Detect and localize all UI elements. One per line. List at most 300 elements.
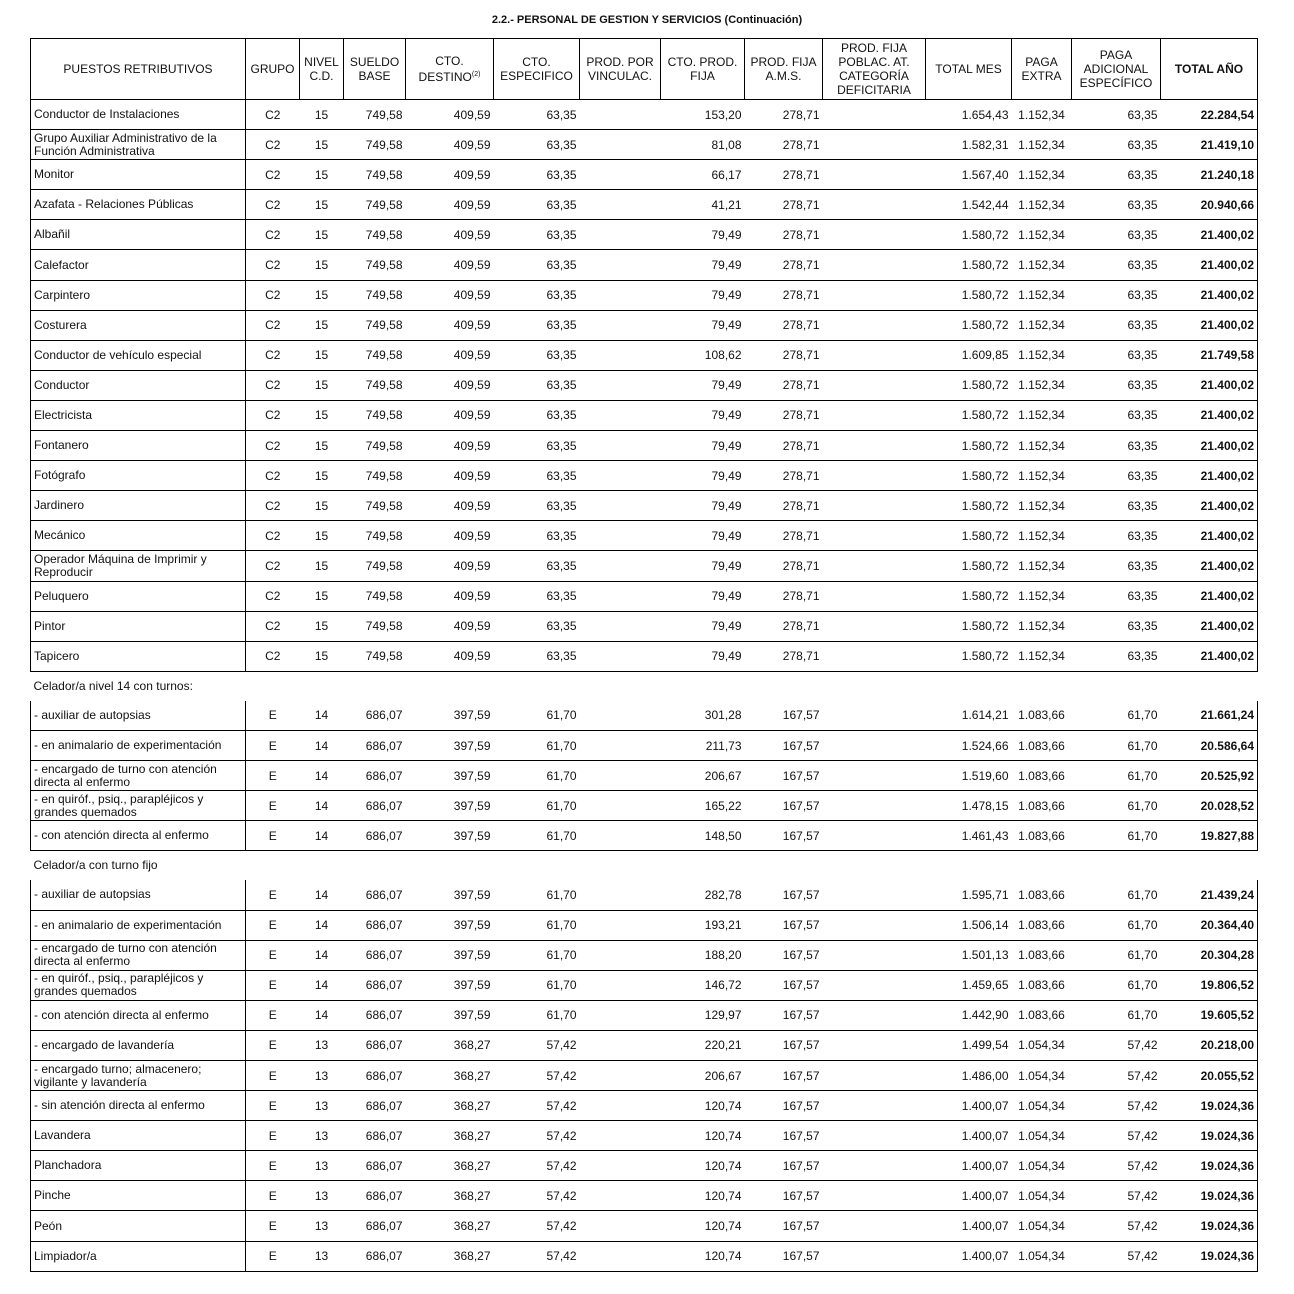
cell-extra: 1.083,66 [1012,970,1072,1000]
salary-table [30,38,1258,1272]
table-row [31,641,1258,671]
cell-vinculac [580,551,661,581]
header-prod-fija-ams: PROD. FIJA A.M.S. [745,39,823,100]
cell-puesto: - con atención directa al enfermo [31,821,246,851]
cell-sueldo: 749,58 [344,160,406,190]
cell-total-ano: 19.024,36 [1161,1091,1258,1121]
cell-adicional [1072,851,1161,881]
cell-extra: 1.083,66 [1012,701,1072,731]
cell-ams: 278,71 [745,641,823,671]
cell-prod-fija: 79,49 [661,310,745,340]
cell-nivel: 14 [300,791,344,821]
cell-sueldo: 749,58 [344,340,406,370]
cell-destino: 368,27 [406,1151,494,1181]
cell-grupo: E [246,940,300,970]
cell-adicional: 61,70 [1072,940,1161,970]
cell-total-mes: 1.486,00 [926,1061,1012,1091]
cell-vinculac [580,1121,661,1151]
cell-puesto: Electricista [31,400,246,430]
cell-total-ano: 19.827,88 [1161,821,1258,851]
cell-destino: 409,59 [406,370,494,400]
cell-extra: 1.152,34 [1012,220,1072,250]
cell-vinculac [580,1000,661,1030]
cell-grupo: E [246,1000,300,1030]
cell-nivel: 14 [300,970,344,1000]
cell-adicional: 63,35 [1072,220,1161,250]
cell-nivel: 13 [300,1241,344,1271]
cell-ams: 167,57 [745,1061,823,1091]
cell-total-mes: 1.580,72 [926,280,1012,310]
table-row [31,611,1258,641]
cell-ams: 167,57 [745,761,823,791]
cell-prod-fija: 193,21 [661,910,745,940]
cell-total-mes: 1.461,43 [926,821,1012,851]
cell-total-ano: 20.586,64 [1161,730,1258,760]
table-row [31,1030,1258,1060]
table-row [31,190,1258,220]
cell-total-mes: 1.400,07 [926,1151,1012,1181]
cell-ams: 278,71 [745,431,823,461]
cell-vinculac [580,340,661,370]
cell-extra: 1.054,34 [1012,1241,1072,1271]
cell-poblac [823,400,926,430]
cell-prod-fija: 108,62 [661,340,745,370]
cell-extra [1012,851,1072,881]
cell-destino [406,671,494,701]
cell-poblac [823,791,926,821]
cell-destino: 409,59 [406,310,494,340]
cell-destino: 409,59 [406,641,494,671]
cell-especifico: 61,70 [494,791,580,821]
cell-puesto: Monitor [31,160,246,190]
cell-destino: 409,59 [406,611,494,641]
cell-especifico: 63,35 [494,130,580,160]
table-row [31,461,1258,491]
cell-grupo: E [246,910,300,940]
cell-sueldo: 686,07 [344,1181,406,1211]
cell-grupo: E [246,701,300,731]
cell-especifico: 63,35 [494,280,580,310]
cell-sueldo: 686,07 [344,940,406,970]
cell-especifico: 63,35 [494,521,580,551]
cell-total-ano: 19.024,36 [1161,1181,1258,1211]
cell-ams: 167,57 [745,730,823,760]
cell-grupo: C2 [246,220,300,250]
cell-nivel: 13 [300,1121,344,1151]
cell-especifico: 57,42 [494,1091,580,1121]
cell-poblac [823,701,926,731]
cell-puesto: Azafata - Relaciones Públicas [31,190,246,220]
cell-vinculac [580,910,661,940]
cell-puesto: Fotógrafo [31,461,246,491]
header-cto-prod-fija: CTO. PROD. FIJA [661,39,745,100]
cell-vinculac [580,1211,661,1241]
cell-prod-fija: 148,50 [661,821,745,851]
cell-nivel: 13 [300,1091,344,1121]
cell-prod-fija: 79,49 [661,400,745,430]
cell-extra: 1.054,34 [1012,1091,1072,1121]
cell-poblac [823,310,926,340]
table-row [31,220,1258,250]
cell-puesto: Peón [31,1211,246,1241]
cell-nivel: 15 [300,641,344,671]
cell-nivel: 14 [300,940,344,970]
cell-puesto: Jardinero [31,491,246,521]
cell-total-ano: 21.400,02 [1161,521,1258,551]
cell-puesto: Conductor [31,370,246,400]
cell-prod-fija: 79,49 [661,461,745,491]
cell-especifico: 63,35 [494,551,580,581]
cell-especifico: 63,35 [494,461,580,491]
cell-nivel: 13 [300,1211,344,1241]
cell-adicional: 61,70 [1072,730,1161,760]
cell-prod-fija: 79,49 [661,220,745,250]
cell-grupo: C2 [246,491,300,521]
cell-destino: 397,59 [406,970,494,1000]
cell-vinculac [580,851,661,881]
cell-especifico: 61,70 [494,970,580,1000]
cell-ams: 278,71 [745,160,823,190]
cell-destino: 368,27 [406,1030,494,1060]
header-sueldo-base: SUELDO BASE [344,39,406,100]
cell-poblac [823,220,926,250]
cell-nivel: 13 [300,1151,344,1181]
cell-poblac [823,130,926,160]
cell-destino: 368,27 [406,1241,494,1271]
cell-destino: 409,59 [406,461,494,491]
cell-nivel: 15 [300,581,344,611]
cell-total-ano: 21.400,02 [1161,250,1258,280]
cell-prod-fija: 120,74 [661,1091,745,1121]
cell-sueldo: 749,58 [344,400,406,430]
cell-puesto: - auxiliar de autopsias [31,701,246,731]
cell-sueldo: 749,58 [344,220,406,250]
table-row [31,160,1258,190]
cell-vinculac [580,130,661,160]
table-row [31,400,1258,430]
cell-total-mes: 1.501,13 [926,940,1012,970]
cell-especifico: 63,35 [494,641,580,671]
cell-puesto: Operador Máquina de Imprimir y Reproducir [31,551,246,581]
cell-ams: 278,71 [745,370,823,400]
cell-total-mes: 1.595,71 [926,880,1012,910]
cell-sueldo: 749,58 [344,431,406,461]
cell-extra: 1.152,34 [1012,310,1072,340]
cell-ams: 278,71 [745,130,823,160]
cell-ams: 278,71 [745,551,823,581]
table-row [31,940,1258,970]
cell-poblac [823,1181,926,1211]
cell-especifico: 61,70 [494,821,580,851]
cell-ams: 167,57 [745,1030,823,1060]
cell-sueldo: 749,58 [344,130,406,160]
cell-prod-fija: 206,67 [661,761,745,791]
cell-nivel: 13 [300,1061,344,1091]
cell-adicional [1072,671,1161,701]
cell-total-mes: 1.400,07 [926,1241,1012,1271]
cell-ams: 278,71 [745,310,823,340]
cell-poblac [823,910,926,940]
cell-total-ano: 20.028,52 [1161,791,1258,821]
cell-grupo: E [246,1030,300,1060]
cell-total-ano [1161,671,1258,701]
cell-prod-fija [661,851,745,881]
cell-vinculac [580,280,661,310]
cell-nivel: 14 [300,880,344,910]
cell-total-mes: 1.542,44 [926,190,1012,220]
cell-ams: 167,57 [745,1091,823,1121]
cell-poblac [823,370,926,400]
cell-destino: 397,59 [406,880,494,910]
cell-especifico: 63,35 [494,340,580,370]
cell-especifico: 63,35 [494,491,580,521]
cell-nivel: 14 [300,1000,344,1030]
cell-total-mes: 1.400,07 [926,1211,1012,1241]
cell-total-ano: 20.055,52 [1161,1061,1258,1091]
cell-puesto: Peluquero [31,581,246,611]
cell-grupo: C2 [246,280,300,310]
cell-total-mes: 1.459,65 [926,970,1012,1000]
cell-puesto: Celador/a nivel 14 con turnos: [33,678,193,693]
cell-nivel [300,671,344,701]
cell-puesto: - en quiróf., psiq., parapléjicos y grandes quemados [31,791,246,821]
cell-total-mes: 1.400,07 [926,1181,1012,1211]
table-row [31,1121,1258,1151]
cell-poblac [823,880,926,910]
cell-total-mes: 1.654,43 [926,100,1012,130]
cell-grupo: C2 [246,431,300,461]
cell-especifico: 57,42 [494,1030,580,1060]
cell-poblac [823,340,926,370]
cell-adicional: 57,42 [1072,1181,1161,1211]
cell-adicional: 61,70 [1072,761,1161,791]
cell-grupo: C2 [246,130,300,160]
cell-grupo: E [246,1241,300,1271]
cell-nivel: 15 [300,431,344,461]
cell-sueldo: 686,07 [344,1030,406,1060]
cell-extra: 1.152,34 [1012,491,1072,521]
cell-especifico: 57,42 [494,1121,580,1151]
cell-total-mes: 1.580,72 [926,581,1012,611]
header-paga-extra: PAGA EXTRA [1012,39,1072,100]
table-row [31,370,1258,400]
table-row [31,1061,1258,1091]
cell-adicional: 57,42 [1072,1151,1161,1181]
cell-ams: 167,57 [745,1181,823,1211]
cell-ams: 167,57 [745,940,823,970]
cell-poblac [823,940,926,970]
footnote-marker: (2) [471,71,481,78]
cell-prod-fija: 120,74 [661,1241,745,1271]
cell-nivel: 14 [300,910,344,940]
cell-grupo: E [246,761,300,791]
cell-destino: 409,59 [406,431,494,461]
table-row [31,431,1258,461]
cell-ams: 167,57 [745,1151,823,1181]
cell-puesto: Celador/a con turno fijo [33,858,158,873]
cell-grupo [246,851,300,881]
cell-prod-fija: 120,74 [661,1211,745,1241]
cell-puesto: Pintor [31,611,246,641]
cell-destino: 409,59 [406,100,494,130]
cell-extra: 1.152,34 [1012,551,1072,581]
cell-ams: 167,57 [745,1211,823,1241]
cell-prod-fija: 81,08 [661,130,745,160]
cell-extra: 1.054,34 [1012,1030,1072,1060]
cell-total-ano: 19.024,36 [1161,1211,1258,1241]
cell-sueldo: 686,07 [344,1121,406,1151]
cell-destino: 368,27 [406,1091,494,1121]
table-row [31,880,1258,910]
cell-puesto: - en animalario de experimentación [31,910,246,940]
cell-especifico: 63,35 [494,100,580,130]
cell-extra [1012,671,1072,701]
cell-total-ano: 21.400,02 [1161,551,1258,581]
cell-extra: 1.152,34 [1012,611,1072,641]
cell-destino: 397,59 [406,701,494,731]
cell-prod-fija: 66,17 [661,160,745,190]
cell-poblac [823,461,926,491]
cell-total-mes: 1.580,72 [926,370,1012,400]
cell-puesto: Conductor de Instalaciones [31,100,246,130]
cell-extra: 1.152,34 [1012,431,1072,461]
cell-sueldo: 686,07 [344,701,406,731]
cell-puesto: Albañil [31,220,246,250]
table-row [31,1000,1258,1030]
cell-extra: 1.152,34 [1012,280,1072,310]
cell-vinculac [580,1151,661,1181]
cell-puesto: - auxiliar de autopsias [31,880,246,910]
cell-extra: 1.054,34 [1012,1181,1072,1211]
cell-vinculac [580,431,661,461]
cell-puesto: - encargado turno; almacenero; vigilante y lavandería [31,1061,246,1091]
cell-ams [745,851,823,881]
cell-total-mes: 1.580,72 [926,641,1012,671]
cell-especifico [494,851,580,881]
table-row [31,701,1258,731]
cell-total-ano: 20.304,28 [1161,940,1258,970]
cell-total-ano: 21.400,02 [1161,491,1258,521]
cell-adicional: 57,42 [1072,1121,1161,1151]
cell-total-mes: 1.400,07 [926,1091,1012,1121]
cell-destino: 409,59 [406,521,494,551]
cell-vinculac [580,880,661,910]
cell-ams: 278,71 [745,461,823,491]
cell-puesto: Fontanero [31,431,246,461]
cell-extra: 1.152,34 [1012,340,1072,370]
cell-nivel: 15 [300,491,344,521]
cell-sueldo: 749,58 [344,190,406,220]
cell-total-ano: 21.400,02 [1161,581,1258,611]
cell-prod-fija: 146,72 [661,970,745,1000]
cell-sueldo: 749,58 [344,250,406,280]
cell-sueldo: 749,58 [344,611,406,641]
table-row [31,581,1258,611]
cell-especifico: 61,70 [494,701,580,731]
cell-especifico: 61,70 [494,910,580,940]
cell-destino: 409,59 [406,280,494,310]
cell-nivel: 13 [300,1181,344,1211]
cell-especifico: 61,70 [494,730,580,760]
cell-especifico: 63,35 [494,400,580,430]
cell-extra: 1.152,34 [1012,641,1072,671]
cell-extra: 1.152,34 [1012,160,1072,190]
cell-ams: 278,71 [745,190,823,220]
cell-vinculac [580,310,661,340]
cell-nivel: 15 [300,400,344,430]
cell-especifico: 63,35 [494,370,580,400]
cell-total-mes: 1.580,72 [926,310,1012,340]
cell-nivel: 15 [300,190,344,220]
cell-adicional: 63,35 [1072,491,1161,521]
cell-vinculac [580,1241,661,1271]
cell-nivel: 15 [300,551,344,581]
cell-vinculac [580,100,661,130]
cell-ams: 278,71 [745,220,823,250]
cell-poblac [823,671,926,701]
cell-sueldo: 686,07 [344,1000,406,1030]
cell-grupo: C2 [246,190,300,220]
cell-ams: 167,57 [745,880,823,910]
cell-especifico: 57,42 [494,1181,580,1211]
header-total-ano: TOTAL AÑO [1161,39,1258,100]
cell-sueldo: 686,07 [344,821,406,851]
cell-especifico: 57,42 [494,1061,580,1091]
cell-sueldo: 749,58 [344,491,406,521]
cell-ams: 278,71 [745,100,823,130]
cell-grupo: C2 [246,400,300,430]
cell-especifico: 61,70 [494,940,580,970]
cell-total-mes: 1.580,72 [926,611,1012,641]
cell-vinculac [580,190,661,220]
table-row [31,100,1258,130]
cell-prod-fija: 188,20 [661,940,745,970]
cell-total-mes [926,671,1012,701]
cell-extra: 1.083,66 [1012,821,1072,851]
cell-total-ano: 21.400,02 [1161,310,1258,340]
cell-adicional: 61,70 [1072,880,1161,910]
cell-extra: 1.083,66 [1012,880,1072,910]
table-row [31,491,1258,521]
cell-total-mes: 1.519,60 [926,761,1012,791]
cell-extra: 1.083,66 [1012,1000,1072,1030]
cell-sueldo [344,851,406,881]
cell-puesto: - en animalario de experimentación [31,730,246,760]
page-title: 2.2.- PERSONAL DE GESTION Y SERVICIOS (Continuación) [491,14,803,26]
header-cto-destino-label: CTO. DESTINO [418,54,472,84]
cell-sueldo: 686,07 [344,1091,406,1121]
cell-total-ano: 21.400,02 [1161,280,1258,310]
cell-ams: 278,71 [745,340,823,370]
cell-ams: 278,71 [745,400,823,430]
cell-destino: 397,59 [406,821,494,851]
cell-adicional: 61,70 [1072,701,1161,731]
cell-puesto: Mecánico [31,521,246,551]
table-row [31,1241,1258,1271]
cell-nivel: 14 [300,761,344,791]
cell-vinculac [580,671,661,701]
cell-prod-fija: 79,49 [661,491,745,521]
cell-sueldo: 686,07 [344,1241,406,1271]
cell-puesto: - encargado de turno con atención directa al enfermo [31,940,246,970]
cell-prod-fija: 79,49 [661,250,745,280]
cell-vinculac [580,491,661,521]
cell-nivel: 15 [300,521,344,551]
cell-total-ano: 21.240,18 [1161,160,1258,190]
cell-adicional: 61,70 [1072,970,1161,1000]
cell-especifico: 63,35 [494,611,580,641]
table-row [31,310,1258,340]
